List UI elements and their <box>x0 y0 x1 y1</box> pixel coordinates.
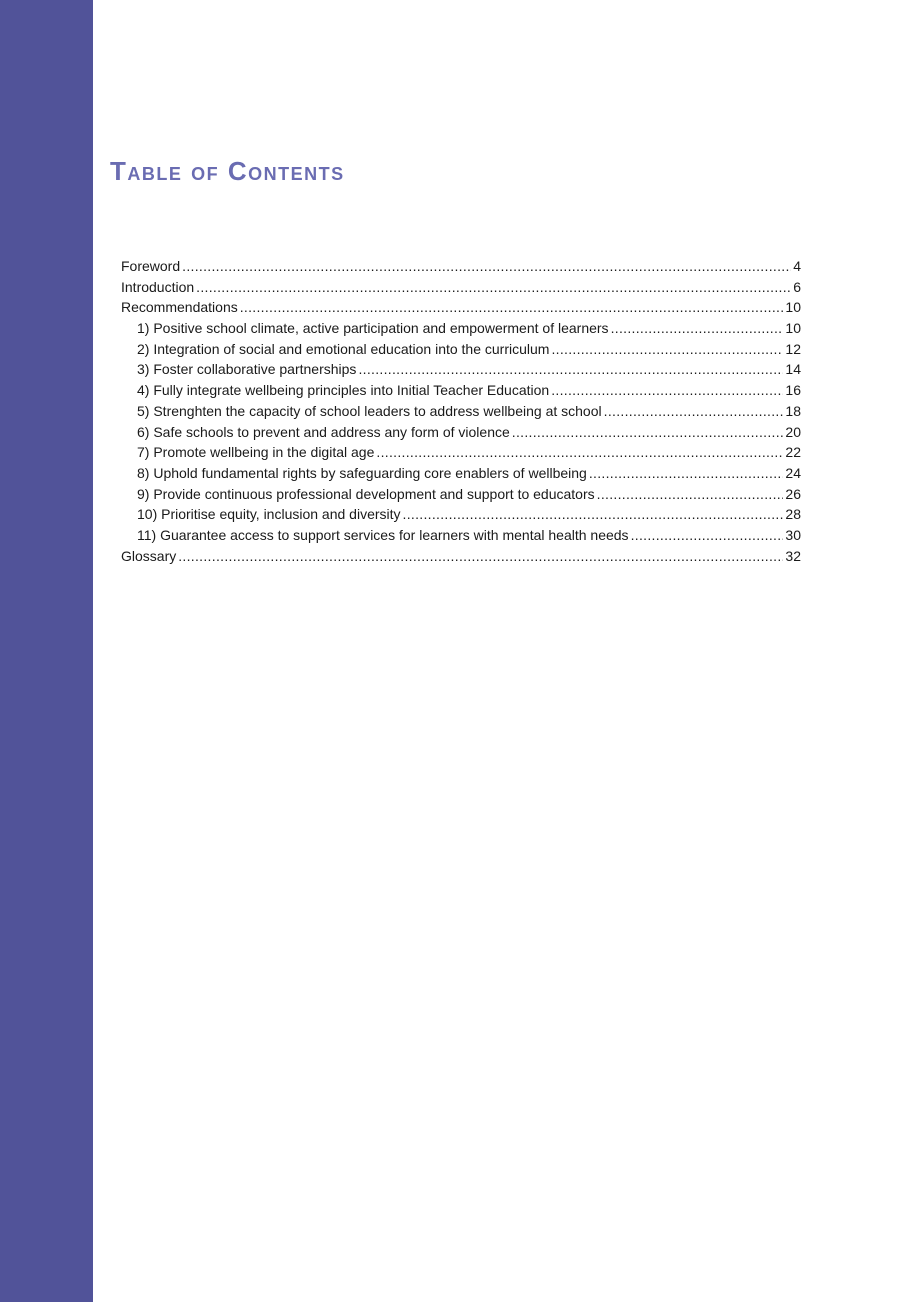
toc-entry-title[interactable]: Glossary <box>121 547 177 564</box>
toc-entry-title[interactable]: 1) Positive school climate, active participation and empowerment of learners <box>137 320 609 337</box>
dot-leader <box>604 401 784 422</box>
toc-entry-page-number[interactable]: 28 <box>785 506 801 523</box>
toc-entry-page-number[interactable]: 10 <box>785 320 801 337</box>
toc-entry[interactable] <box>121 380 801 401</box>
toc-entry-title[interactable]: 4) Fully integrate wellbeing principles into Initial Teacher Education <box>137 382 550 399</box>
toc-entry-title[interactable]: 3) Foster collaborative partnerships <box>137 361 357 378</box>
toc-entry-title[interactable]: 8) Uphold fundamental rights by safeguarding core enablers of wellbeing <box>137 464 587 481</box>
table-of-contents <box>121 256 801 566</box>
dot-leader <box>597 484 784 505</box>
toc-entry-title[interactable]: 10) Prioritise equity, inclusion and diversity <box>137 506 401 523</box>
toc-entry-title[interactable]: 7) Promote wellbeing in the digital age <box>137 444 375 461</box>
toc-entry-page-number[interactable]: 20 <box>785 423 801 440</box>
dot-leader <box>403 504 784 525</box>
dot-leader <box>551 339 783 360</box>
toc-entry-page-number[interactable]: 30 <box>785 526 801 543</box>
dot-leader <box>611 318 784 339</box>
dot-leader <box>196 277 791 298</box>
side-band <box>0 0 93 1302</box>
toc-entry-page-number[interactable]: 18 <box>785 402 801 419</box>
toc-entry-title[interactable]: 2) Integration of social and emotional education into the curriculum <box>137 340 550 357</box>
dot-leader <box>551 380 783 401</box>
toc-entry-page-number[interactable]: 10 <box>785 299 801 316</box>
toc-entry-title[interactable]: 9) Provide continuous professional development and support to educators <box>137 485 595 502</box>
toc-entry-title[interactable]: 5) Strenghten the capacity of school leaders to address wellbeing at school <box>137 402 602 419</box>
toc-entry[interactable] <box>121 422 801 443</box>
toc-entry[interactable] <box>121 546 801 567</box>
toc-entry-title[interactable]: Foreword <box>121 258 181 274</box>
dot-leader <box>240 297 784 318</box>
toc-entry[interactable] <box>121 504 801 525</box>
toc-entry[interactable] <box>121 484 801 505</box>
toc-entry-title[interactable]: 11) Guarantee access to support services for learners with mental health needs <box>137 526 629 543</box>
toc-entry-page-number[interactable]: 16 <box>785 382 801 399</box>
toc-entry-page-number[interactable]: 4 <box>793 258 801 274</box>
toc-entry[interactable] <box>121 339 801 360</box>
toc-entry-page-number[interactable]: 32 <box>785 547 801 564</box>
toc-entry-page-number[interactable]: 26 <box>785 485 801 502</box>
toc-entry-page-number[interactable]: 22 <box>785 444 801 461</box>
dot-leader <box>631 525 784 546</box>
toc-entry-title[interactable]: Introduction <box>121 278 195 295</box>
toc-entry-page-number[interactable]: 12 <box>785 340 801 357</box>
toc-entry-page-number[interactable]: 14 <box>785 361 801 378</box>
toc-entry[interactable] <box>121 297 801 318</box>
dot-leader <box>182 256 791 277</box>
toc-entry[interactable] <box>121 318 801 339</box>
toc-entry-page-number[interactable]: 24 <box>785 464 801 481</box>
toc-entry[interactable] <box>121 277 801 298</box>
toc-entry[interactable] <box>121 442 801 463</box>
toc-entry[interactable] <box>121 525 801 546</box>
dot-leader <box>178 546 783 567</box>
toc-entry[interactable] <box>121 463 801 484</box>
toc-entry[interactable] <box>121 401 801 422</box>
dot-leader <box>512 422 784 443</box>
page-title: Table of Contents <box>110 156 345 186</box>
dot-leader <box>589 463 784 484</box>
toc-entry-title[interactable]: 6) Safe schools to prevent and address any form of violence <box>137 423 510 440</box>
toc-entry-title[interactable]: Recommendations <box>121 299 238 316</box>
dot-leader <box>376 442 783 463</box>
toc-entry[interactable] <box>121 256 801 277</box>
toc-entry[interactable] <box>121 359 801 380</box>
toc-entry-page-number[interactable]: 6 <box>793 278 801 295</box>
dot-leader <box>358 359 783 380</box>
